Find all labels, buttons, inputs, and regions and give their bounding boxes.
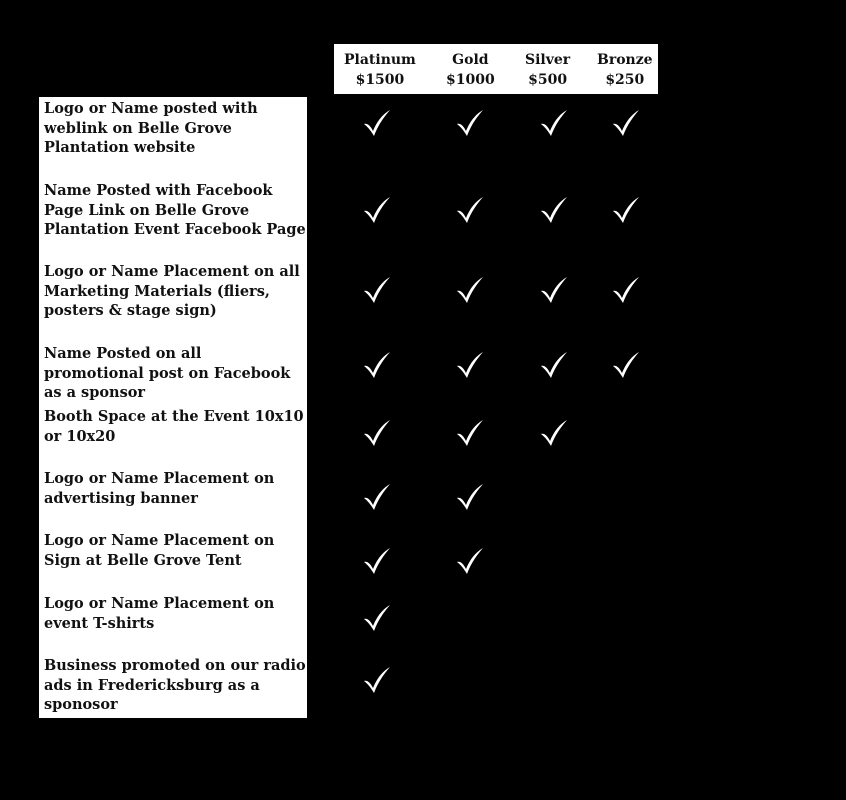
tier-name: Gold (452, 52, 489, 68)
checkmark-icon (611, 350, 641, 380)
checkmark-icon (611, 275, 641, 305)
checkmark-icon (455, 418, 485, 448)
tier-silver (525, 50, 570, 90)
checkmark-icon (362, 482, 392, 512)
checkmark-icon (539, 275, 569, 305)
checkmark-icon (362, 195, 392, 225)
checkmark-icon (611, 108, 641, 138)
tier-price: $500 (528, 72, 568, 88)
checkmark-icon (455, 275, 485, 305)
benefit-item: Booth Space at the Event 10x10 or 10x20 (44, 408, 304, 445)
checkmark-icon (455, 482, 485, 512)
tier-header (334, 44, 658, 94)
tier-name: Bronze (597, 52, 653, 68)
checkmark-icon (539, 418, 569, 448)
checkmark-icon (455, 350, 485, 380)
checkmark-icon (455, 108, 485, 138)
benefit-item: Logo or Name posted with weblink on Belle Grove Plantation website (44, 100, 258, 157)
tier-name: Silver (525, 52, 571, 68)
tier-bronze (597, 50, 653, 90)
checkmark-icon (362, 546, 392, 576)
checkmark-icon (455, 195, 485, 225)
checkmark-icon (362, 275, 392, 305)
benefit-item: Name Posted on all promotional post on Facebook as a sponsor (44, 345, 291, 402)
checkmark-icon (362, 603, 392, 633)
benefit-item: Logo or Name Placement on advertising banner (44, 470, 275, 507)
tier-gold (446, 50, 495, 90)
benefit-item: Logo or Name Placement on event T-shirts (44, 595, 275, 632)
tier-price: $1500 (355, 72, 405, 88)
tier-platinum (344, 50, 416, 90)
checkmark-icon (611, 195, 641, 225)
tier-price: $1000 (446, 72, 495, 88)
tier-name: Platinum (344, 52, 416, 68)
checkmark-icon (539, 195, 569, 225)
benefit-item: Business promoted on our radio ads in Fredericksburg as a sponosor (44, 657, 306, 714)
benefit-item: Logo or Name Placement on all Marketing Materials (fliers, posters & stage sign) (44, 263, 300, 320)
checkmark-icon (362, 108, 392, 138)
checkmark-icon (455, 546, 485, 576)
checkmark-icon (539, 350, 569, 380)
benefits-panel (39, 97, 307, 718)
tier-price: $250 (605, 72, 645, 88)
checkmark-icon (539, 108, 569, 138)
benefit-item: Logo or Name Placement on Sign at Belle Grove Tent (44, 532, 275, 569)
checkmark-icon (362, 418, 392, 448)
checkmark-icon (362, 665, 392, 695)
benefit-item: Name Posted with Facebook Page Link on Belle Grove Plantation Event Facebook Page (44, 182, 306, 239)
checkmark-icon (362, 350, 392, 380)
